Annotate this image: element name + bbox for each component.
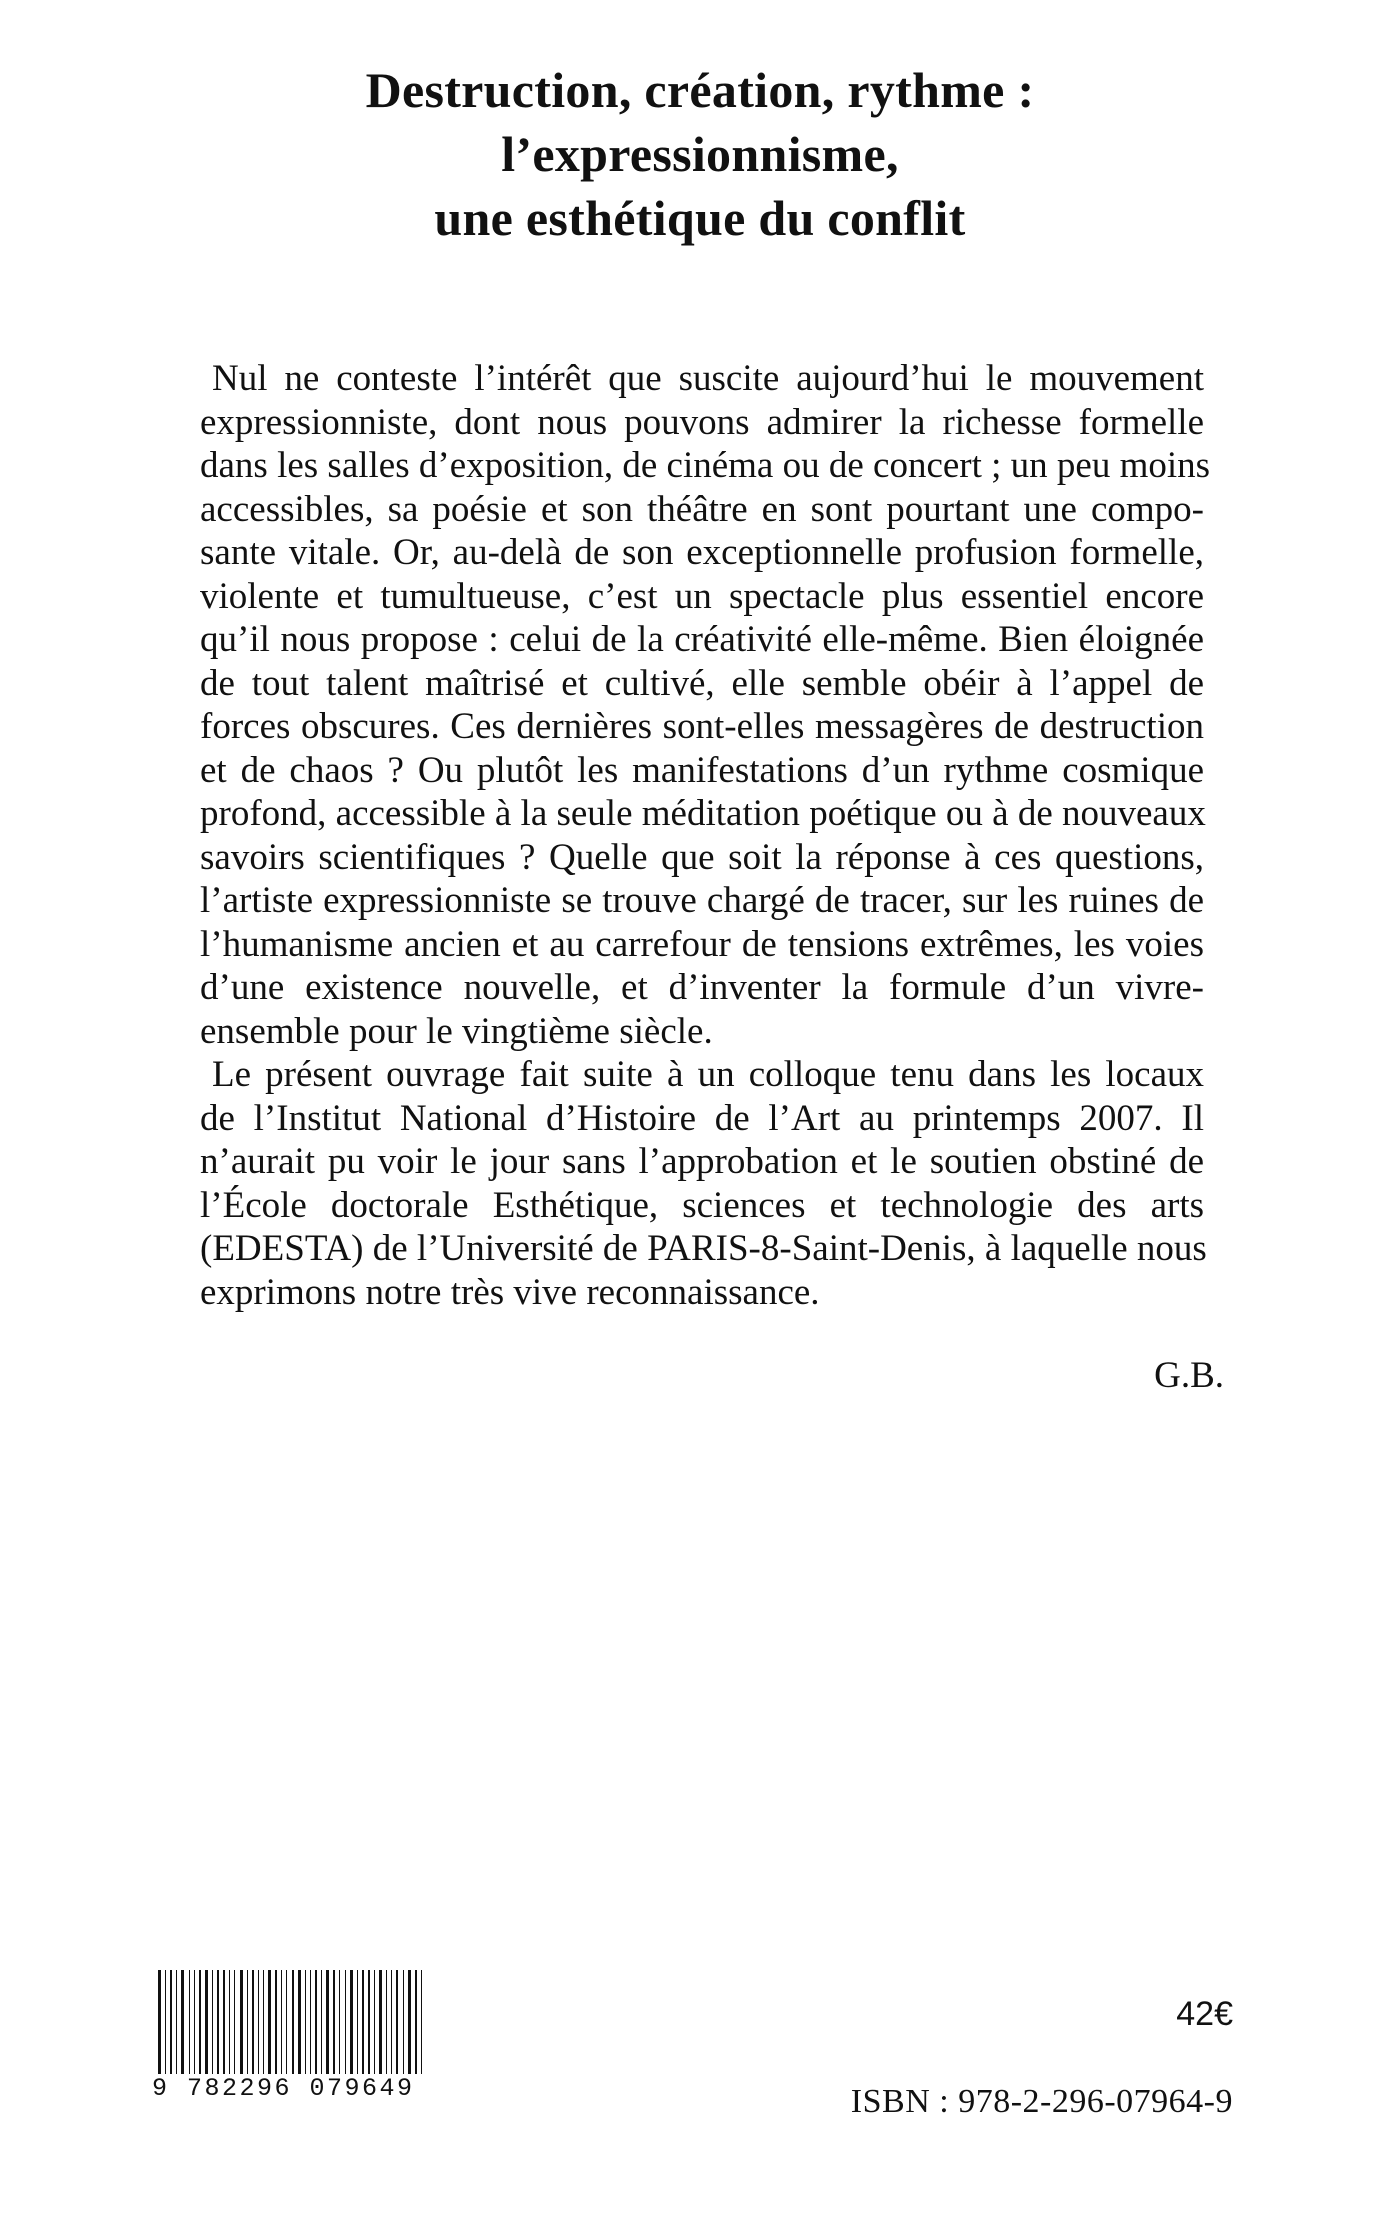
- barcode-bar: [240, 1970, 243, 2080]
- barcode-bar: [326, 1970, 329, 2080]
- barcode-bar: [199, 1970, 201, 2080]
- barcode-bar: [292, 1970, 294, 2080]
- barcode-bar: [379, 1970, 382, 2080]
- blurb-line: qu’il nous propose : celui de la créativité elle-même. Bien éloignée: [200, 619, 1204, 660]
- barcode-bar: [258, 1970, 259, 2080]
- blurb-line: accessibles, sa poésie et son théâtre en sont pourtant une compo-: [200, 488, 1204, 530]
- author-initials: G.B.: [1154, 1355, 1224, 1396]
- blurb-line: exprimons notre très vive reconnaissance.: [200, 1271, 820, 1313]
- blurb-line: violente et tumultueuse, c’est un spectacle plus essentiel encore: [200, 575, 1204, 617]
- blurb-line: profond, accessible à la seule méditation poétique ou à de nouveaux: [200, 793, 1206, 834]
- barcode-bar: [286, 1970, 287, 2080]
- barcode-bar: [158, 1970, 161, 2080]
- barcode-bar: [176, 1970, 177, 2080]
- blurb-line: forces obscures. Ces dernières sont-elles messagères de destruction: [200, 706, 1204, 747]
- barcode-bar: [247, 1970, 248, 2080]
- barcode-bar: [391, 1970, 392, 2080]
- barcode-bar: [350, 1970, 353, 2080]
- barcode-bar: [223, 1970, 225, 2080]
- price: 42€: [1176, 1995, 1233, 2033]
- blurb-line: savoirs scientifiques ? Quelle que soit la réponse à ces questions,: [200, 836, 1204, 878]
- barcode-bar: [374, 1970, 375, 2080]
- barcode-bar: [234, 1970, 235, 2080]
- blurb-line: et de chaos ? Ou plutôt les manifestations d’un rythme cosmique: [200, 749, 1204, 791]
- blurb-line: d’une existence nouvelle, et d’inventer la formule d’un vivre-: [200, 967, 1204, 1008]
- barcode-bar: [386, 1970, 387, 2080]
- blurb-line: (EDESTA) de l’Université de PARIS-8-Saint-Denis, à laquelle nous: [200, 1228, 1207, 1269]
- blurb-line: de l’Institut National d’Histoire de l’Art au printemps 2007. Il: [200, 1097, 1204, 1139]
- barcode-bar: [403, 1970, 404, 2080]
- barcode-bar: [189, 1970, 190, 2080]
- barcode-bar: [165, 1970, 166, 2080]
- barcode-bar: [415, 1970, 417, 2080]
- barcode-bar: [194, 1970, 195, 2080]
- barcode-bar: [181, 1970, 184, 2080]
- barcode-bar: [310, 1970, 311, 2080]
- barcode-bar: [217, 1970, 219, 2080]
- blurb-line: l’humanisme ancien et au carrefour de tensions extrêmes, les voies: [200, 923, 1204, 965]
- blurb-line: ensemble pour le vingtième siècle.: [200, 1010, 713, 1052]
- barcode-bar: [408, 1970, 411, 2080]
- barcode-bar: [281, 1970, 282, 2080]
- title-line-2: l’expressionnisme,: [501, 126, 899, 182]
- blurb-line: l’artiste expressionniste se trouve chargé de tracer, sur les ruines de: [200, 880, 1204, 921]
- blurb-line: expressionniste, dont nous pouvons admirer la richesse formelle: [200, 401, 1204, 443]
- book-title: [200, 58, 1200, 250]
- barcode-bar: [368, 1970, 370, 2080]
- blurb-line: sante vitale. Or, au-delà de son exceptionnelle profusion formelle,: [200, 532, 1204, 573]
- barcode-bar: [362, 1970, 364, 2080]
- barcode-bar: [263, 1970, 264, 2080]
- barcode-bar: [333, 1970, 335, 2080]
- barcode-bar: [252, 1970, 254, 2080]
- barcode-bar: [339, 1970, 340, 2080]
- blurb-line: Le présent ouvrage fait suite à un colloque tenu dans les locaux: [212, 1054, 1204, 1095]
- barcode-bar: [396, 1970, 398, 2080]
- barcode-bar: [357, 1970, 358, 2080]
- title-line-1: Destruction, création, rythme :: [365, 62, 1035, 118]
- blurb: [200, 357, 1211, 1314]
- barcode: [152, 1970, 428, 2102]
- barcode-bar: [170, 1970, 172, 2080]
- barcode-bar: [229, 1970, 230, 2080]
- isbn: ISBN : 978-2-296-07964-9: [850, 2083, 1233, 2120]
- blurb-line: de tout talent maîtrisé et cultivé, elle semble obéir à l’appel de: [200, 662, 1204, 704]
- barcode-bar: [275, 1970, 277, 2080]
- barcode-bar: [421, 1970, 422, 2080]
- barcode-bar: [345, 1970, 346, 2080]
- barcode-bar: [298, 1970, 301, 2080]
- blurb-line: dans les salles d’exposition, de cinéma ou de concert ; un peu moins: [200, 445, 1211, 486]
- barcode-bar: [205, 1970, 208, 2080]
- blurb-line: Nul ne conteste l’intérêt que suscite aujourd’hui le mouvement: [212, 358, 1204, 399]
- barcode-digits: 9 782296 079649: [152, 2074, 428, 2104]
- blurb-line: n’aurait pu voir le jour sans l’approbation et le soutien obstiné de: [200, 1141, 1204, 1182]
- barcode-bar: [268, 1970, 271, 2080]
- blurb-line: l’École doctorale Esthétique, sciences et technologie des arts: [200, 1184, 1204, 1226]
- barcode-bar: [315, 1970, 317, 2080]
- barcode-bar: [212, 1970, 213, 2080]
- barcode-bar: [305, 1970, 306, 2080]
- barcode-bar: [321, 1970, 322, 2080]
- barcode-bars: [158, 1970, 422, 2080]
- title-line-3: une esthétique du conflit: [434, 190, 966, 246]
